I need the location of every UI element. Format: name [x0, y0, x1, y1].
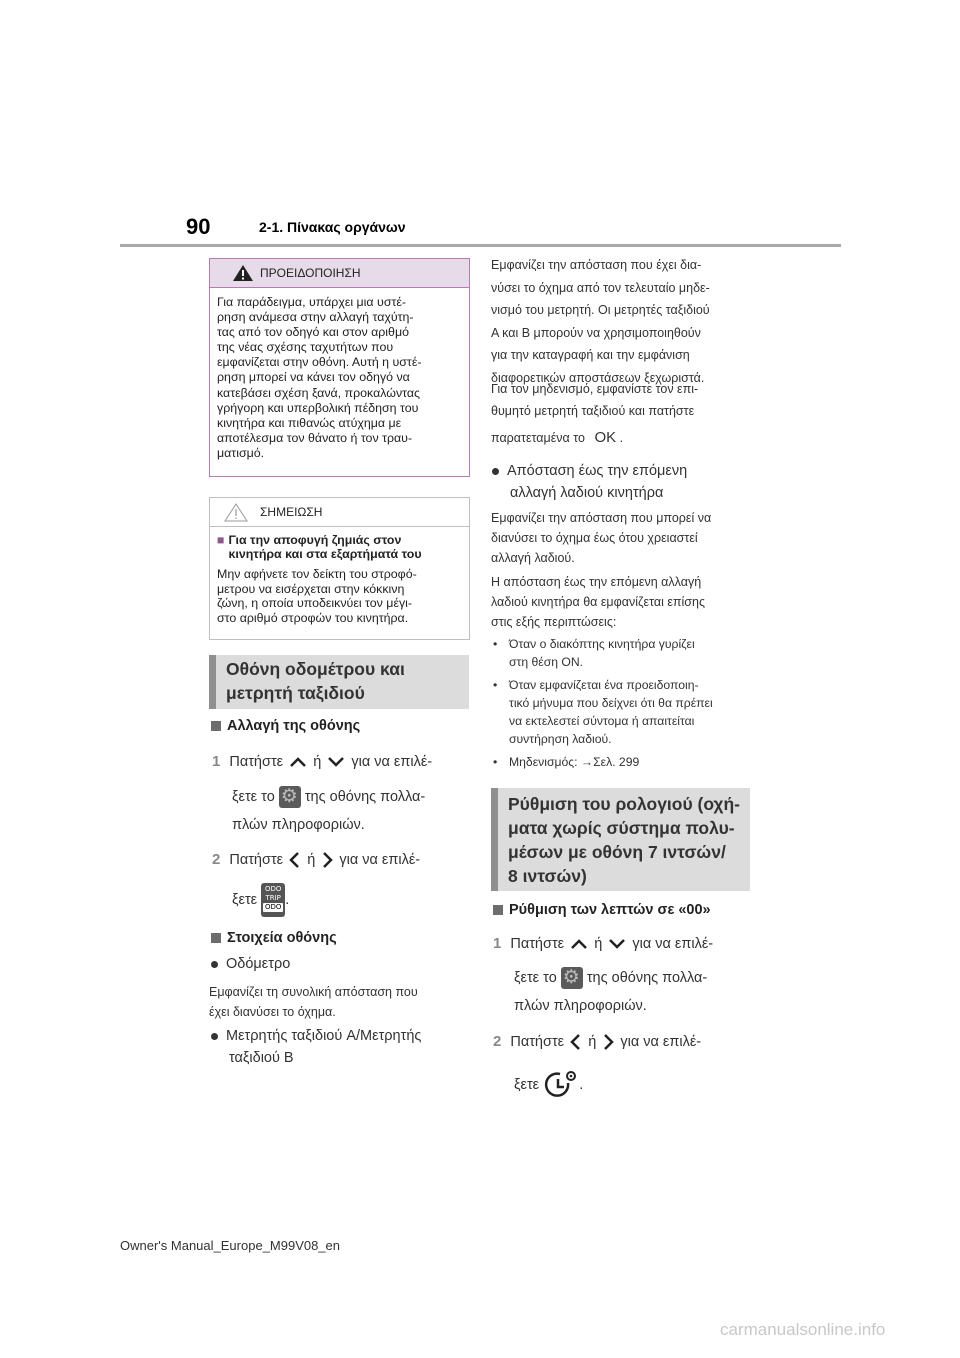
note-title: ΣΗΜΕΙΩΣΗ [260, 505, 323, 519]
step-1-line-3: πλών πληροφοριών. [232, 817, 365, 833]
chevron-right-icon [600, 1032, 616, 1052]
chevron-up-icon [287, 755, 309, 769]
chevron-up-icon [568, 937, 590, 951]
odometer-item: Οδόμετρο [211, 956, 290, 972]
reset-desc-end: παρατεταμένα το OK . [491, 429, 624, 446]
step-2-line-2: ξετε ODO TRIP ODO . [232, 883, 289, 917]
note-subtitle: ■ Για την αποφυγή ζημιάς στον κινητήρα και στα εξαρτήματά του [217, 533, 422, 561]
odometer-desc: Εμφανίζει τη συνολική απόσταση που έχει διανύσει το όχημα. [209, 985, 418, 1019]
odo-trip-icon: ODO TRIP ODO [261, 883, 285, 917]
oil-bullets: • Όταν ο διακόπτης κινητήρα γυρίζει στη θέση ON. • Όταν εμφανίζεται ένα προειδοποιη- τικό μήνυμα που δείχνει ότι θα πρέπει να εκτελεστεί σύντομα ή απαιτείται συντήρηση λαδιού. • Μηδενισμός: →Σελ. 299 [493, 637, 713, 769]
caution-icon [224, 503, 248, 522]
chevron-left-icon [568, 1032, 584, 1052]
header-rule [120, 244, 841, 247]
clock-settings-icon [543, 1070, 579, 1100]
square-bullet-icon [211, 721, 221, 731]
clock-step-1-line-3: πλών πληροφοριών. [514, 998, 647, 1014]
oil-desc: Εμφανίζει την απόσταση που μπορεί να διανύσει το όχημα έως ότου χρειαστεί αλλαγή λαδιού. [491, 511, 712, 565]
warning-header [210, 259, 469, 288]
clock-step-2: 2 Πατήστε ή για να επιλέ- [493, 1032, 701, 1052]
heading-clock: Ρύθμιση του ρολογιού (οχή- ματα χωρίς σύστημα πολυ- μέσων με οθόνη 7 ιντσών/ 8 ιντσών) [491, 788, 750, 891]
clock-step-1-line-2: ξετε το ⚙ της οθόνης πολλα- [514, 967, 707, 989]
note-box [209, 497, 470, 640]
section-title: 2-1. Πίνακας οργάνων [259, 219, 406, 235]
square-bullet-icon [493, 905, 503, 915]
note-header [210, 498, 469, 527]
watermark: carmanualsonline.info [720, 1320, 886, 1339]
step-1-line-2: ξετε το ⚙ της οθόνης πολλα- [232, 786, 425, 808]
heading-odometer: Οθόνη οδομέτρου και μετρητή ταξιδιού [209, 655, 469, 709]
bullet-dot-icon [492, 468, 499, 475]
settings-gear-icon [279, 786, 301, 808]
square-bullet-icon: ■ [217, 533, 225, 547]
oil-desc-2: Η απόσταση έως την επόμενη αλλαγή λαδιού κινητήρα θα εμφανίζεται επίσης στις εξής περιπτώσεις: [491, 575, 705, 629]
warning-title: ΠΡΟΕΙΔΟΠΟΙΗΣΗ [260, 266, 361, 280]
reset-desc: Για τον μηδενισμό, εμφανίστε τον επι- θυμητό μετρητή ταξιδιού και πατήστε [491, 382, 699, 418]
chevron-right-icon [319, 850, 335, 870]
bullet-dot-icon [211, 1033, 218, 1040]
chevron-down-icon [606, 937, 628, 951]
warning-box [209, 258, 470, 477]
page-number: 90 [186, 214, 211, 239]
square-bullet-icon [211, 933, 221, 943]
clock-step-1: 1 Πατήστε ή για να επιλέ- [493, 935, 714, 952]
clock-step-2-line-2: ξετε . [514, 1070, 583, 1100]
trip-desc: Εμφανίζει την απόσταση που έχει δια- νύσει το όχημα από τον τελευταίο μηδε- νισμό του μετρητή. Οι μετρητές ταξιδιού A και B μπορούν να χρησιμοποιηθούν για την καταγραφή και την εμφάνιση διαφορετικών αποστάσεων ξεχωριστά. [491, 258, 710, 385]
chevron-left-icon [287, 850, 303, 870]
chevron-down-icon [325, 755, 347, 769]
footer-text: Owner's Manual_Europe_M99V08_en [120, 1238, 341, 1253]
change-display-title: Αλλαγή της οθόνης [211, 718, 360, 734]
trip-meter-item: Μετρητής ταξιδιού A/Μετρητής ταξιδιού B [211, 1025, 421, 1069]
note-text: Μην αφήνετε τον δείκτη του στροφό- μετρου να εισέρχεται στην κόκκινη ζώνη, η οποία υποδεικνύει τον μέγι- στο αριθμό στροφών του κινητήρα. [217, 567, 417, 625]
oil-change-item: Απόσταση έως την επόμενη αλλαγή λαδιού κινητήρα [492, 460, 687, 504]
step-1: 1 Πατήστε ή για να επιλέ- [212, 753, 433, 770]
step-2: 2 Πατήστε ή για να επιλέ- [212, 850, 420, 870]
ok-button-label: OK [594, 429, 617, 446]
clock-title: Ρύθμιση των λεπτών σε «00» [493, 902, 711, 918]
display-elements-title: Στοιχεία οθόνης [211, 930, 337, 946]
warning-text: Για παράδειγμα, υπάρχει μια υστέ- ρηση ανάμεσα στην αλλαγή ταχύτη- τας από τον οδηγό και στον αριθμό της νέας σχέσης ταχυτήτων που εμφανίζεται στην οθόνη. Αυτή η υστέ- ρηση μπορεί να κάνει τον οδηγό να κατεβάσει σχέση ξανά, προκαλώντας γρήγορη και υπερβολική πέδηση του κινητήρα και πιθανώς ατύχημα με αποτέλεσμα τον θάνατο ή τον τραυ- ματισμό. [217, 295, 422, 460]
bullet-dot-icon [211, 961, 218, 968]
settings-gear-icon [561, 967, 583, 989]
warning-icon [232, 264, 254, 282]
